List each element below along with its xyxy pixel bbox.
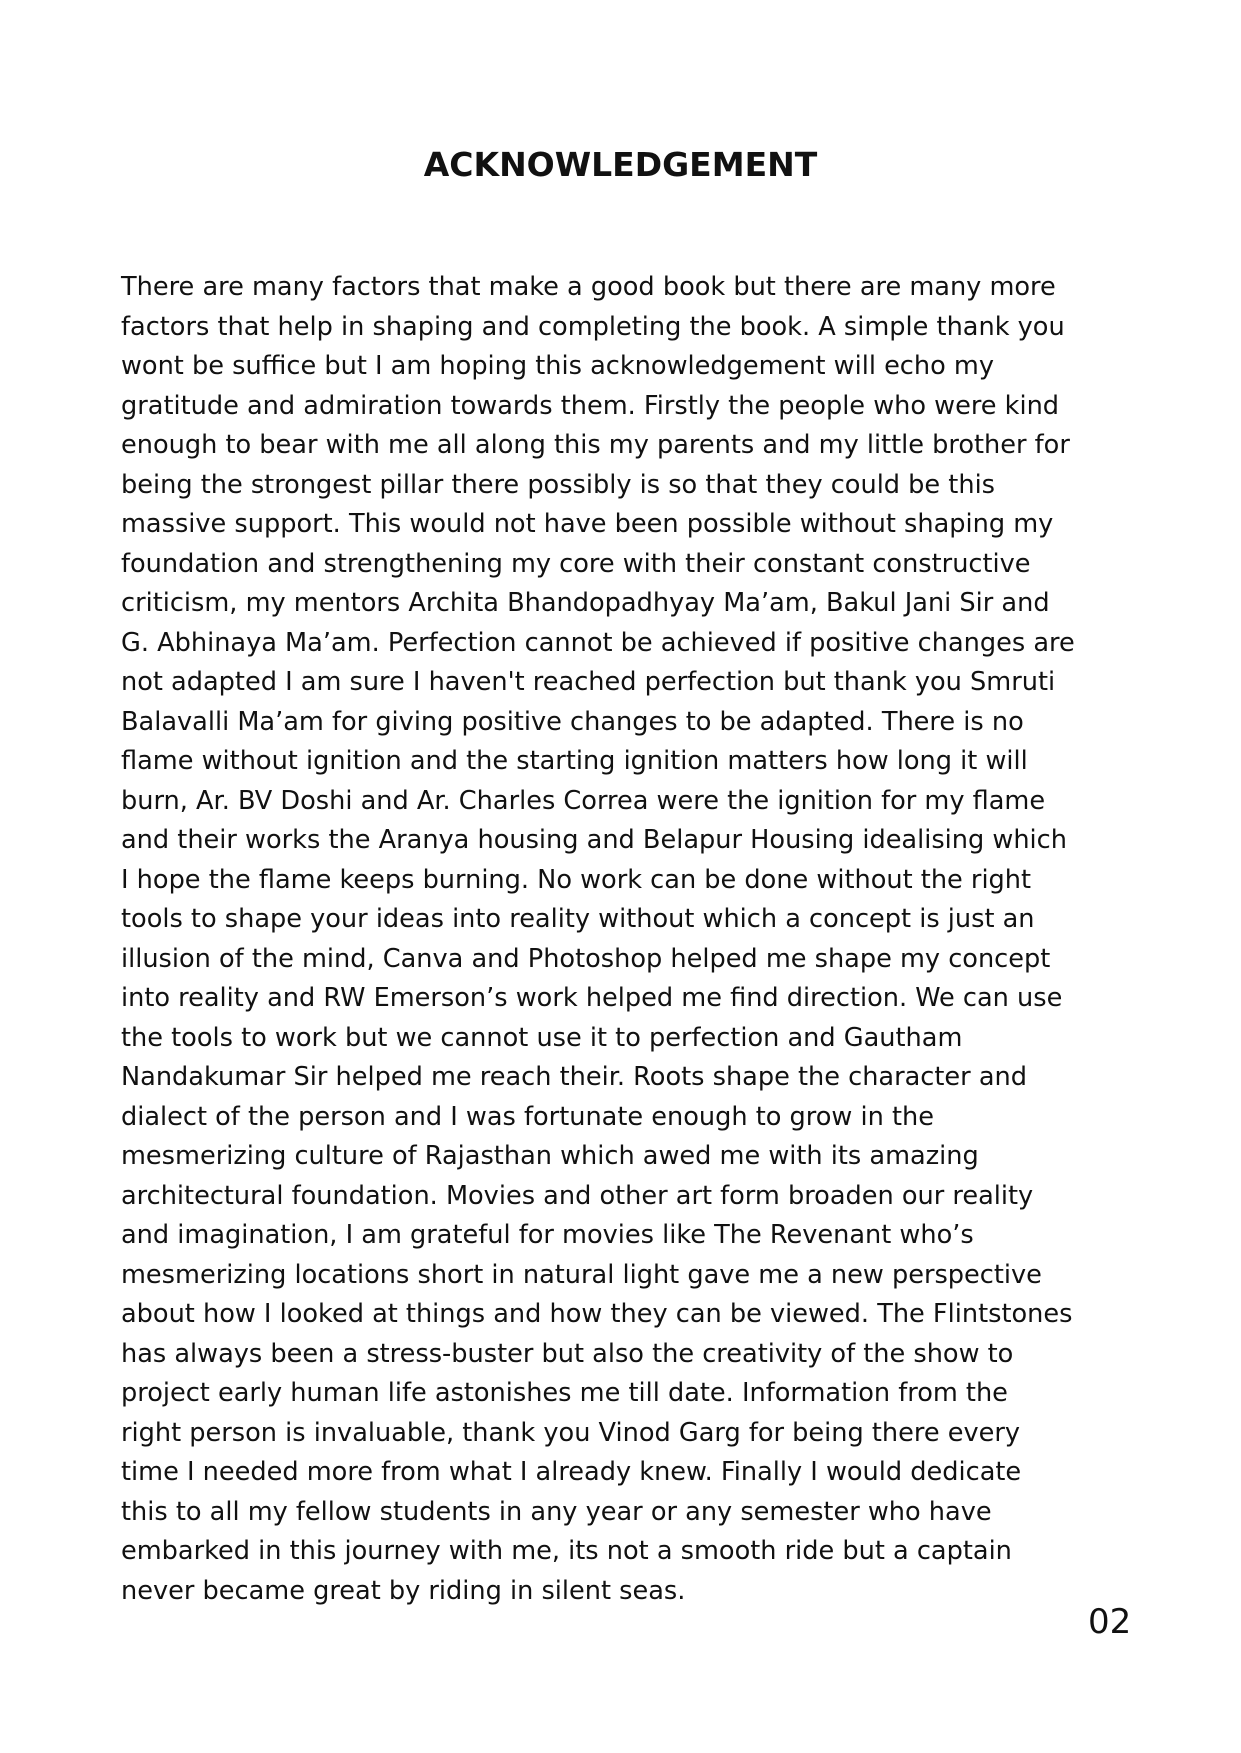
body-line: enough to bear with me all along this my parents and my little brother for: [121, 430, 1070, 460]
page-number: 02: [1088, 1602, 1132, 1642]
body-line: foundation and strengthening my core with their constant constructive: [121, 548, 1031, 579]
body-line: never became great by riding in silent seas.: [121, 1575, 686, 1606]
page-title: ACKNOWLEDGEMENT: [423, 145, 818, 184]
body-line: being the strongest pillar there possibly is so that they could be this: [121, 469, 996, 500]
body-line: Nandakumar Sir helped me reach their. Roots shape the character and: [121, 1062, 1027, 1092]
body-line: There are many factors that make a good book but there are many more: [121, 272, 1056, 302]
body-line: criticism, my mentors Archita Bhandopadhyay Ma’am, Bakul Jani Sir and: [121, 588, 1050, 618]
body-line: Balavalli Ma’am for giving positive changes to be adapted. There is no: [121, 706, 1024, 737]
body-line: massive support. This would not have been possible without shaping my: [121, 509, 1054, 539]
body-line: and their works the Aranya housing and Belapur Housing idealising which: [121, 825, 1067, 855]
body-line: time I needed more from what I already knew. Finally I would dedicate: [121, 1457, 1022, 1487]
body-line: right person is invaluable, thank you Vinod Garg for being there every: [121, 1417, 1021, 1448]
body-line: the tools to work but we cannot use it to perfection and Gautham: [121, 1022, 963, 1053]
body-line: G. Abhinaya Ma’am. Perfection cannot be achieved if positive changes are: [121, 627, 1075, 658]
body-line: and imagination, I am grateful for movies like The Revenant who’s: [121, 1220, 974, 1250]
body-line: into reality and RW Emerson’s work helped me find direction. We can use: [121, 983, 1063, 1013]
body-line: factors that help in shaping and completing the book. A simple thank you: [121, 311, 1065, 342]
body-line: wont be suffice but I am hoping this acknowledgement will echo my: [121, 351, 994, 381]
acknowledgement-body: [121, 268, 1121, 1611]
body-line: has always been a stress-buster but also the creativity of the show to: [121, 1338, 1014, 1369]
body-line: project early human life astonishes me till date. Information from the: [121, 1378, 1008, 1408]
body-line: not adapted I am sure I haven't reached perfection but thank you Smruti: [121, 667, 1056, 697]
body-line: tools to shape your ideas into reality without which a concept is just an: [121, 904, 1035, 934]
body-line: architectural foundation. Movies and other art form broaden our reality: [121, 1180, 1034, 1211]
body-line: mesmerizing locations short in natural light gave me a new perspective: [121, 1259, 1042, 1290]
body-line: embarked in this journey with me, its not a smooth ride but a captain: [121, 1536, 1012, 1566]
body-line: about how I looked at things and how they can be viewed. The Flintstones: [121, 1299, 1073, 1329]
body-line: this to all my fellow students in any year or any semester who have: [121, 1496, 992, 1527]
body-line: burn, Ar. BV Doshi and Ar. Charles Correa were the ignition for my flame: [121, 785, 1046, 816]
body-line: mesmerizing culture of Rajasthan which awed me with its amazing: [121, 1141, 979, 1171]
body-line: illusion of the mind, Canva and Photoshop helped me shape my concept: [121, 943, 1051, 974]
body-line: flame without ignition and the starting ignition matters how long it will: [121, 746, 1028, 776]
body-line: dialect of the person and I was fortunate enough to grow in the: [121, 1101, 934, 1132]
body-line: I hope the flame keeps burning. No work can be done without the right: [121, 864, 1032, 895]
body-line: gratitude and admiration towards them. Firstly the people who were kind: [121, 390, 1060, 421]
